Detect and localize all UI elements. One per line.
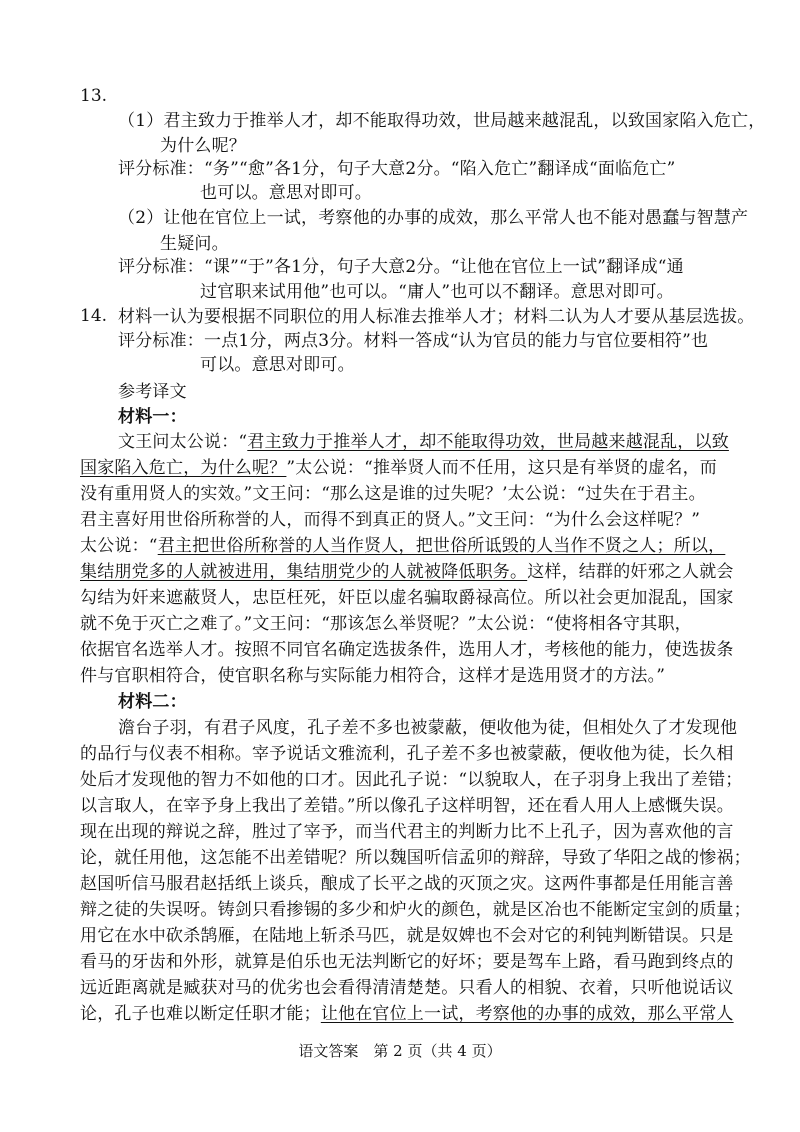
- m2-line5: 现在出现的辩说之辞，胜过了宰予，而当代君主的判断力比不上孔子，因为喜欢他的言: [80, 822, 734, 842]
- q13-item1-line1: （1）君主致力于推举人才，却不能取得功效，世局越来越混乱，以致国家陷入危亡，: [118, 111, 766, 131]
- m1-line10: 件与官职相符合，使官职名称与实际能力相符合，这样才是选用贤才的方法。”: [80, 666, 666, 686]
- m1-line4: 君主喜好用世俗所称誉的人，而得不到真正的贤人。”文王问：“为什么会这样呢？”: [80, 510, 701, 530]
- m1-line8: 就不免于灭亡之难了。”文王问：“那该怎么举贤呢？”太公说：“使将相各守其职，: [80, 614, 692, 634]
- question-14-number: 14.: [80, 306, 108, 326]
- m2-line6: 论，就任用他，这怎能不出差错呢？所以魏国听信孟卯的辩辞，导致了华阳之战的惨祸；: [80, 848, 751, 868]
- q14-answer: 材料一认为要根据不同职位的用人标准去推举人才；材料二认为人才要从基层选拔。: [118, 307, 755, 327]
- m1-line2: 国家陷入危亡，为什么呢？”太公说：“推举贤人而不任用，这只是有举贤的虚名，而: [80, 458, 717, 478]
- q14-criteria-line2: 可以。意思对即可。: [200, 355, 355, 375]
- m2-line8: 辩之徒的失误呀。铸剑只看掺锡的多少和炉火的颜色，就是区冶也不能断定宝剑的质量；: [80, 900, 751, 920]
- q13-item2-criteria-line2: 过官职来试用他”也可以。“庸人”也可以不翻译。意思对即可。: [200, 282, 674, 302]
- m1-line9: 依据官名选举人才。按照不同官名确定选拔条件，选用人才，考核他的能力，使选拔条: [80, 640, 734, 660]
- q13-item2-criteria-line1: 评分标准：“课”“于”各1分，句子大意2分。“让他在官位上一试”翻译成“通: [118, 257, 684, 277]
- m1-line6: 集结朋党多的人就被进用，集结朋党少的人就被降低职务。这样，结群的奸邪之人就会: [80, 562, 734, 582]
- m2-line10: 看马的牙齿和外形，就算是伯乐也无法判断它的好坏；要是驾车上路，看马跑到终点的: [80, 952, 734, 972]
- q14-criteria-line1: 评分标准：一点1分，两点3分。材料一答成“认为官员的能力与官位要相符”也: [118, 331, 709, 351]
- m2-line7: 赵国听信马服君赵括纸上谈兵，酿成了长平之战的灭顶之灾。这两件事都是任用能言善: [80, 874, 734, 894]
- q13-item1-criteria-line2: 也可以。意思对即可。: [200, 183, 372, 203]
- material-1-heading: 材料一：: [118, 407, 187, 427]
- m1-line3: 没有重用贤人的实效。”文王问：“那么这是谁的过失呢？’太公说：“过失在于君主。: [80, 484, 706, 504]
- m1-line7: 勾结为奸来遮蔽贤人，忠臣枉死，奸臣以虚名骗取爵禄高位。所以社会更加混乱，国家: [80, 588, 734, 608]
- m1-line5: 太公说：“君主把世俗所称誉的人当作贤人，把世俗所诋毁的人当作不贤之人；所以，: [80, 536, 726, 556]
- m2-line1: 澹台子羽，有君子风度，孔子差不多也被蒙蔽，便收他为徒，但相处久了才发现他: [118, 718, 738, 738]
- translation-title: 参考译文: [118, 382, 187, 402]
- q13-item1-criteria-line1: 评分标准：“务”“愈”各1分，句子大意2分。“陷入危亡”翻译成“面临危亡”: [118, 159, 676, 179]
- material-2-heading: 材料二：: [118, 692, 187, 712]
- m2-line11: 远近距离就是臧获对马的优劣也会看得清清楚楚。只看人的相貌、衣着，只听他说话议: [80, 978, 734, 998]
- q13-item1-line2: 为什么呢？: [160, 136, 246, 156]
- q13-item2-line1: （2）让他在官位上一试，考察他的办事的成效，那么平常人也不能对愚蠢与智慧产: [118, 208, 749, 228]
- m2-line12: 论，孔子也难以断定任职才能；让他在官位上一试，考察他的办事的成效，那么平常人: [80, 1004, 734, 1024]
- m2-line3: 处后才发现他的智力不如他的口才。因此孔子说：“以貌取人，在子羽身上我出了差错；: [80, 770, 743, 790]
- page-footer: 语文答案 第 2 页（共 4 页）: [298, 1042, 502, 1060]
- q13-item2-line2: 生疑问。: [160, 234, 229, 254]
- m1-line1: 文王问太公说：“君主致力于推举人才，却不能取得功效，世局越来越混乱，以致: [118, 432, 729, 452]
- m2-line2: 的品行与仪表不相称。宰予说话文雅流利，孔子差不多也被蒙蔽，便收他为徒，长久相: [80, 744, 734, 764]
- question-13-number: 13.: [80, 86, 108, 106]
- m2-line9: 用它在水中砍杀鹄雁，在陆地上斩杀马匹，就是奴婢也不会对它的利钝判断错误。只是: [80, 926, 734, 946]
- m2-line4: 以言取人，在宰予身上我出了差错。”所以像孔子这样明智，还在看人用人上感慨失误。: [80, 796, 734, 816]
